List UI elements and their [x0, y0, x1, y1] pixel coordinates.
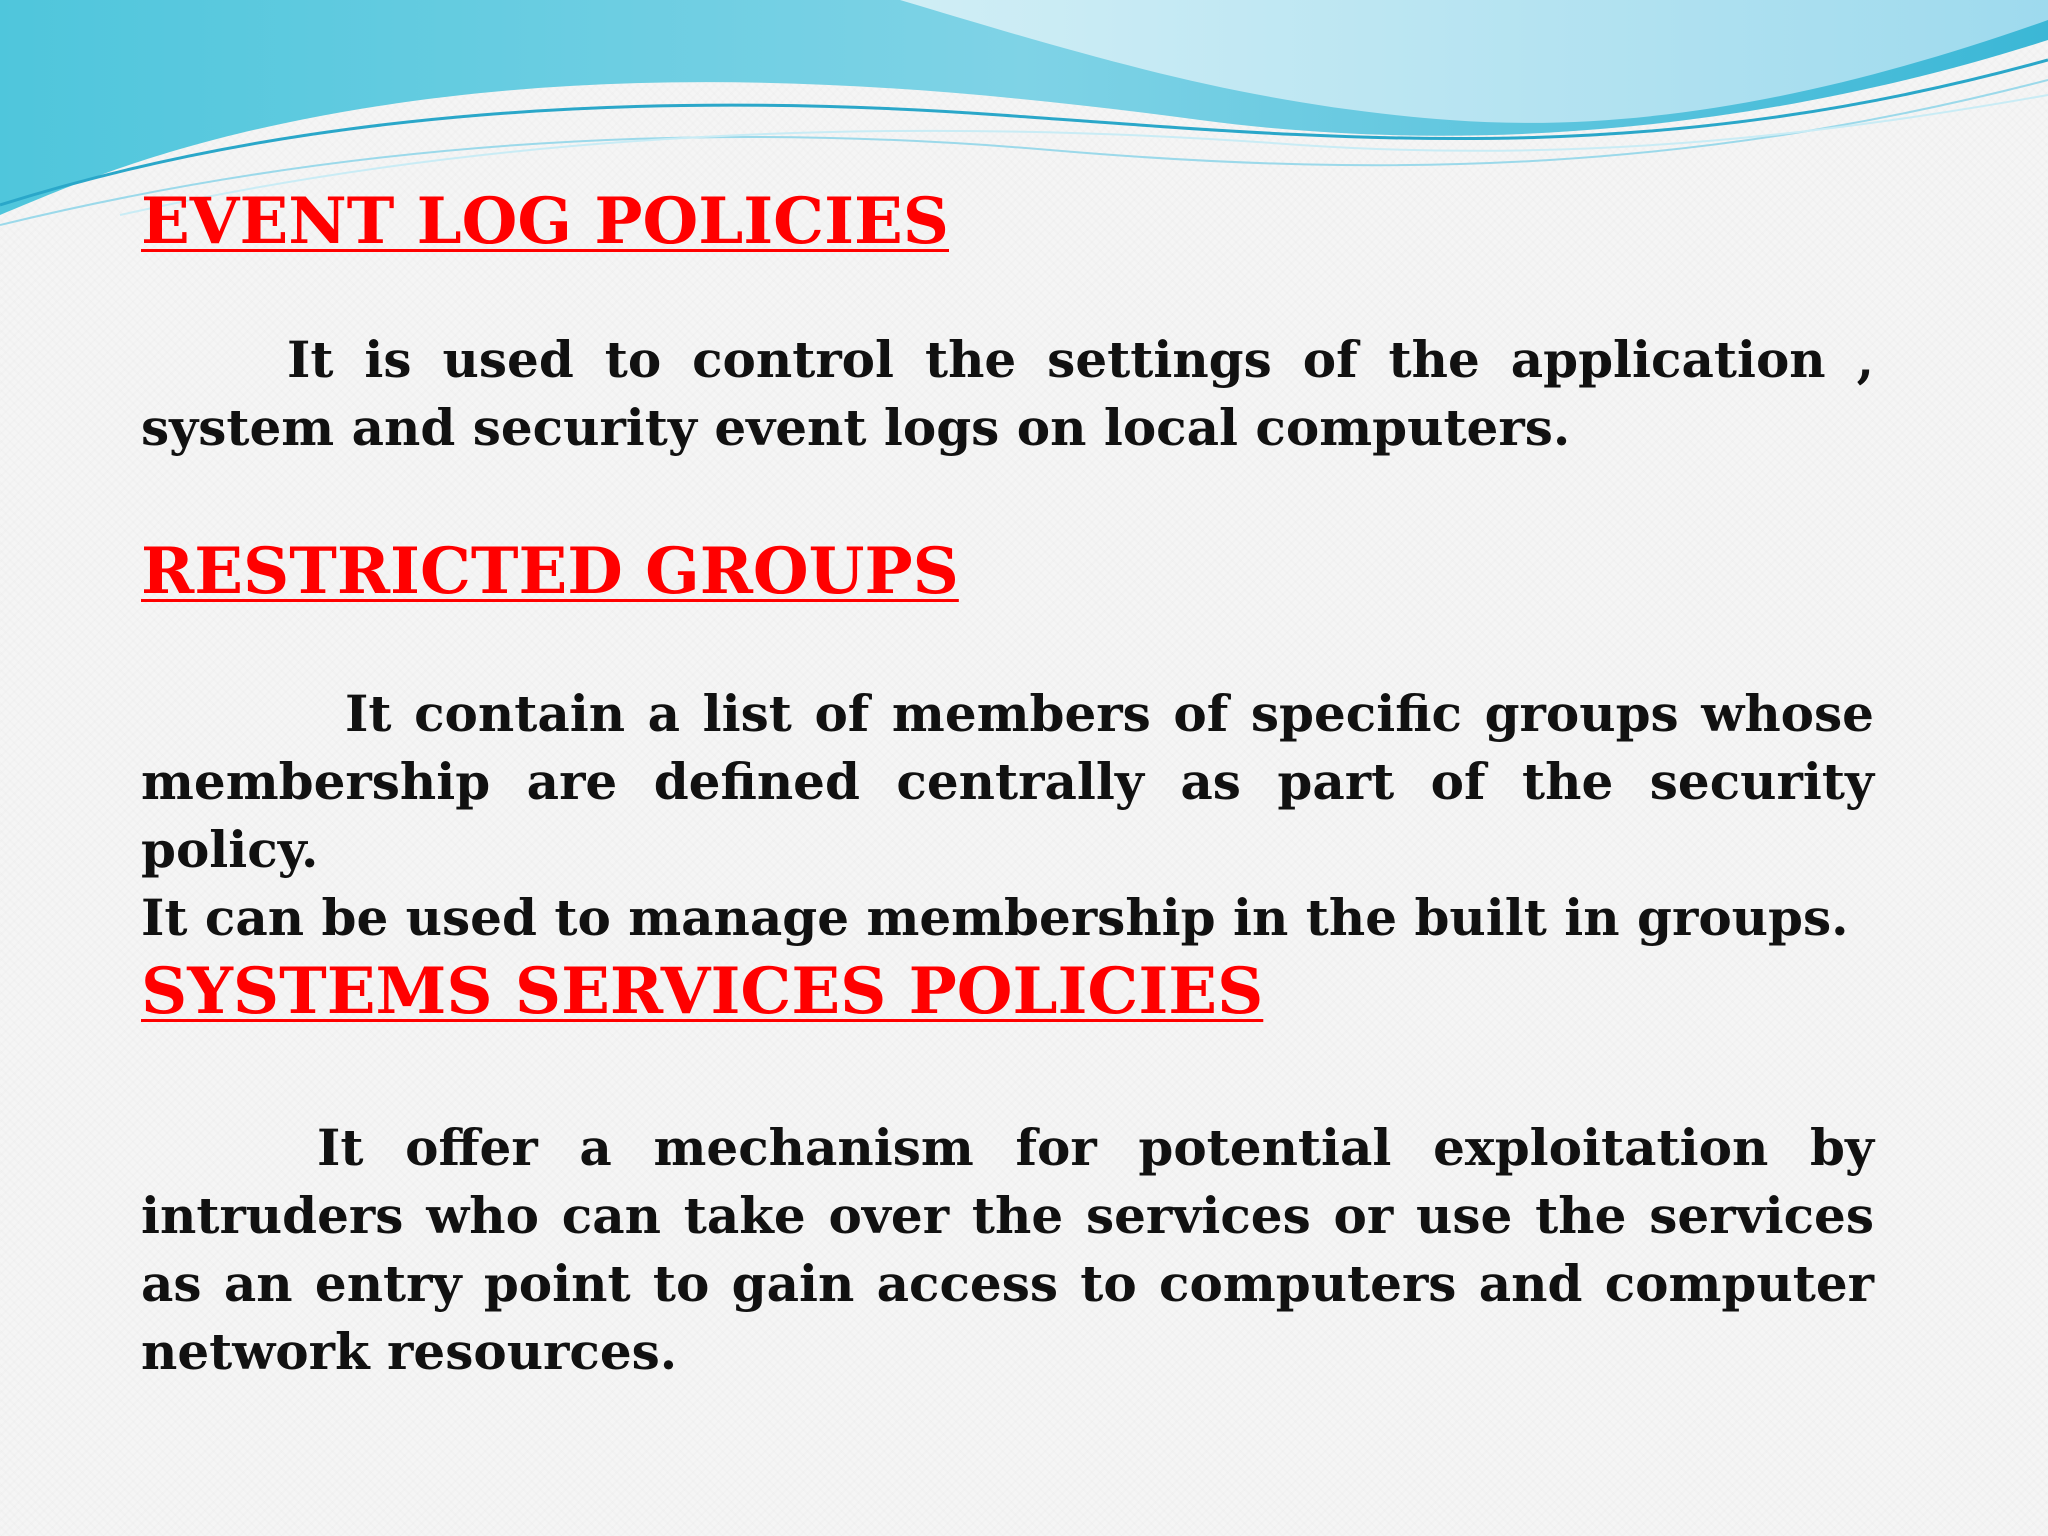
paragraph-line: It contain a list of members of specific groups whose membership are defined centrally as part of the security policy. — [141, 684, 1874, 879]
heading-restricted-groups: RESTRICTED GROUPS — [141, 534, 959, 609]
paragraph-restricted-groups — [141, 680, 1874, 952]
paragraph-event-log-policies: It is used to control the settings of the application , system and security event logs on local computers. — [141, 330, 1874, 457]
paragraph-systems-services-policies: It offer a mechanism for potential exploitation by intruders who can take over the services or use the services as an entry point to gain access to computers and computer network resources. — [141, 1118, 1874, 1381]
paragraph-line: It can be used to manage membership in the built in groups. — [141, 888, 1849, 947]
heading-event-log-policies: EVENT LOG POLICIES — [141, 184, 949, 259]
heading-systems-services-policies: SYSTEMS SERVICES POLICIES — [141, 954, 1264, 1029]
